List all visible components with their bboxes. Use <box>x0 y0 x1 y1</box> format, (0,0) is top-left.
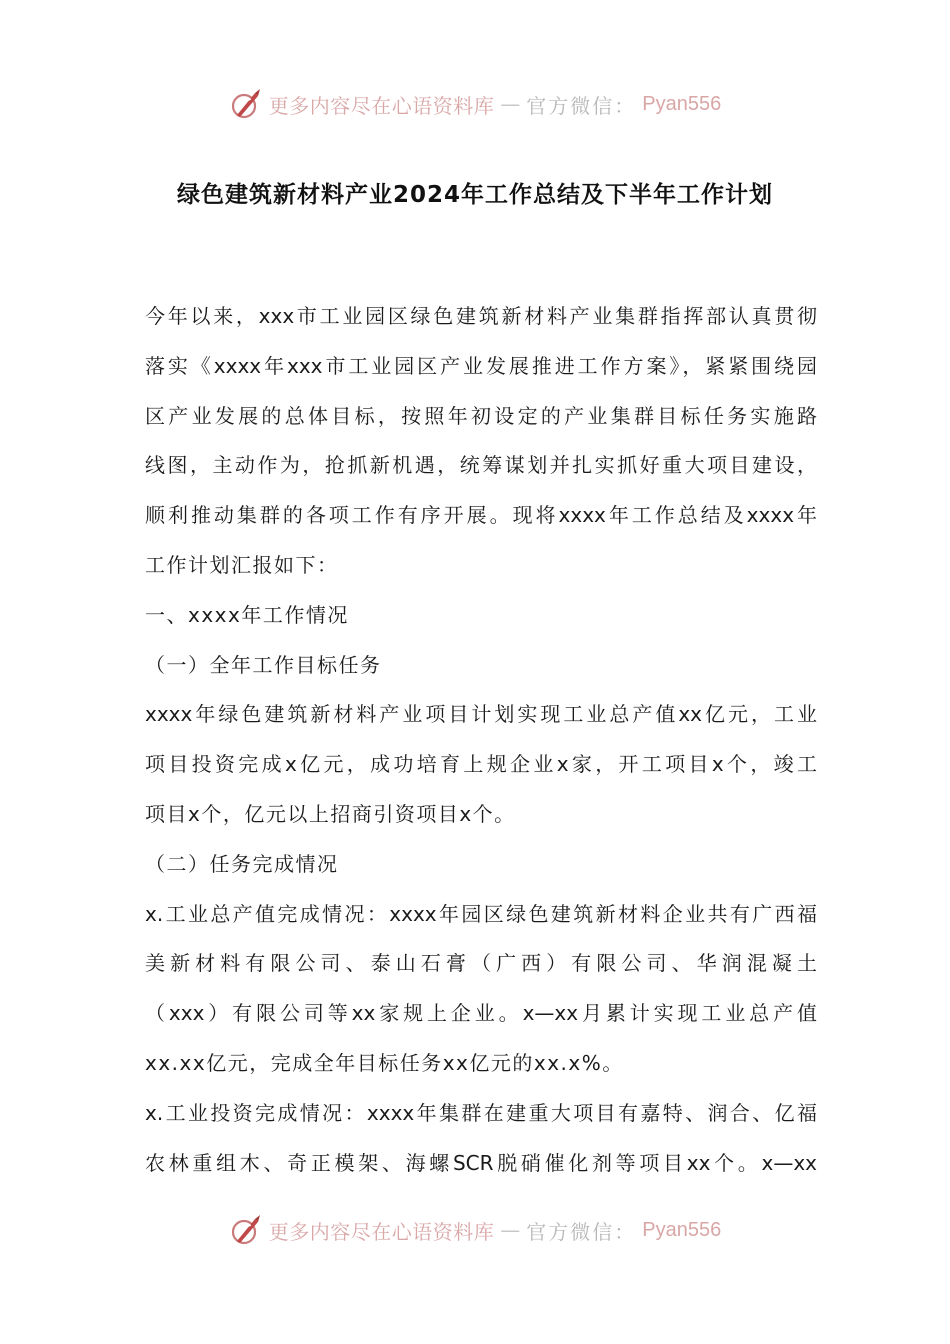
body-line: xxxx年绿色建筑新材料产业项目计划实现工业总产值xx亿元，工业 <box>145 702 817 727</box>
quill-logo-icon <box>229 1213 263 1247</box>
watermark-wechat-label: 官方微信： <box>526 1219 637 1244</box>
body-line: 落实《xxxx年xxx市工业园区产业发展推进工作方案》，紧紧围绕园 <box>145 353 817 378</box>
watermark-wechat-id: Pyan556 <box>642 92 722 115</box>
watermark-wechat-label: 官方微信： <box>526 93 637 118</box>
document-title: 绿色建筑新材料产业2024年工作总结及下半年工作计划 <box>176 182 773 208</box>
body-line: 农林重组木、奇正模架、海螺SCR脱硝催化剂等项目xx个。x—xx <box>145 1150 817 1175</box>
subsection-heading: （一）全年工作目标任务 <box>145 652 382 677</box>
body-line: 线图，主动作为，抢抓新机遇，统筹谋划并扎实抓好重大项目建设， <box>145 453 817 478</box>
body-line: 工作计划汇报如下： <box>145 552 339 577</box>
section-heading: 一、xxxx年工作情况 <box>145 602 349 627</box>
watermark-dash: — <box>500 92 521 116</box>
document-body <box>145 292 817 1188</box>
body-line: 项目投资完成x亿元，成功培育上规企业x家，开工项目x个，竣工 <box>145 752 817 777</box>
footer-watermark-banner <box>0 1210 950 1250</box>
body-line: （xxx）有限公司等xx家规上企业。x—xx月累计实现工业总产值 <box>145 1001 817 1026</box>
body-line: 今年以来，xxx市工业园区绿色建筑新材料产业集群指挥部认真贯彻 <box>145 304 817 328</box>
body-line: 美新材料有限公司、泰山石膏（广西）有限公司、华润混凝土 <box>145 951 817 976</box>
body-line: xx.xx亿元，完成全年目标任务xx亿元的xx.x%。 <box>145 1050 624 1075</box>
body-line: 区产业发展的总体目标，按照年初设定的产业集群目标任务实施路 <box>145 403 817 428</box>
body-line: 顺利推动集群的各项工作有序开展。现将xxxx年工作总结及xxxx年 <box>145 503 817 528</box>
watermark-wechat-id: Pyan556 <box>642 1218 722 1241</box>
body-line: x.工业投资完成情况：xxxx年集群在建重大项目有嘉特、润合、亿福 <box>145 1100 817 1125</box>
body-line: 项目x个，亿元以上招商引资项目x个。 <box>145 801 516 826</box>
subsection-heading: （二）任务完成情况 <box>145 851 339 876</box>
watermark-text: 更多内容尽在心语资料库 <box>268 1219 495 1244</box>
watermark-text: 更多内容尽在心语资料库 <box>268 93 495 118</box>
body-line: x.工业总产值完成情况：xxxx年园区绿色建筑新材料企业共有广西福 <box>145 901 817 926</box>
header-watermark-banner <box>0 84 950 124</box>
watermark-dash: — <box>500 1218 521 1242</box>
quill-logo-icon <box>229 87 263 121</box>
